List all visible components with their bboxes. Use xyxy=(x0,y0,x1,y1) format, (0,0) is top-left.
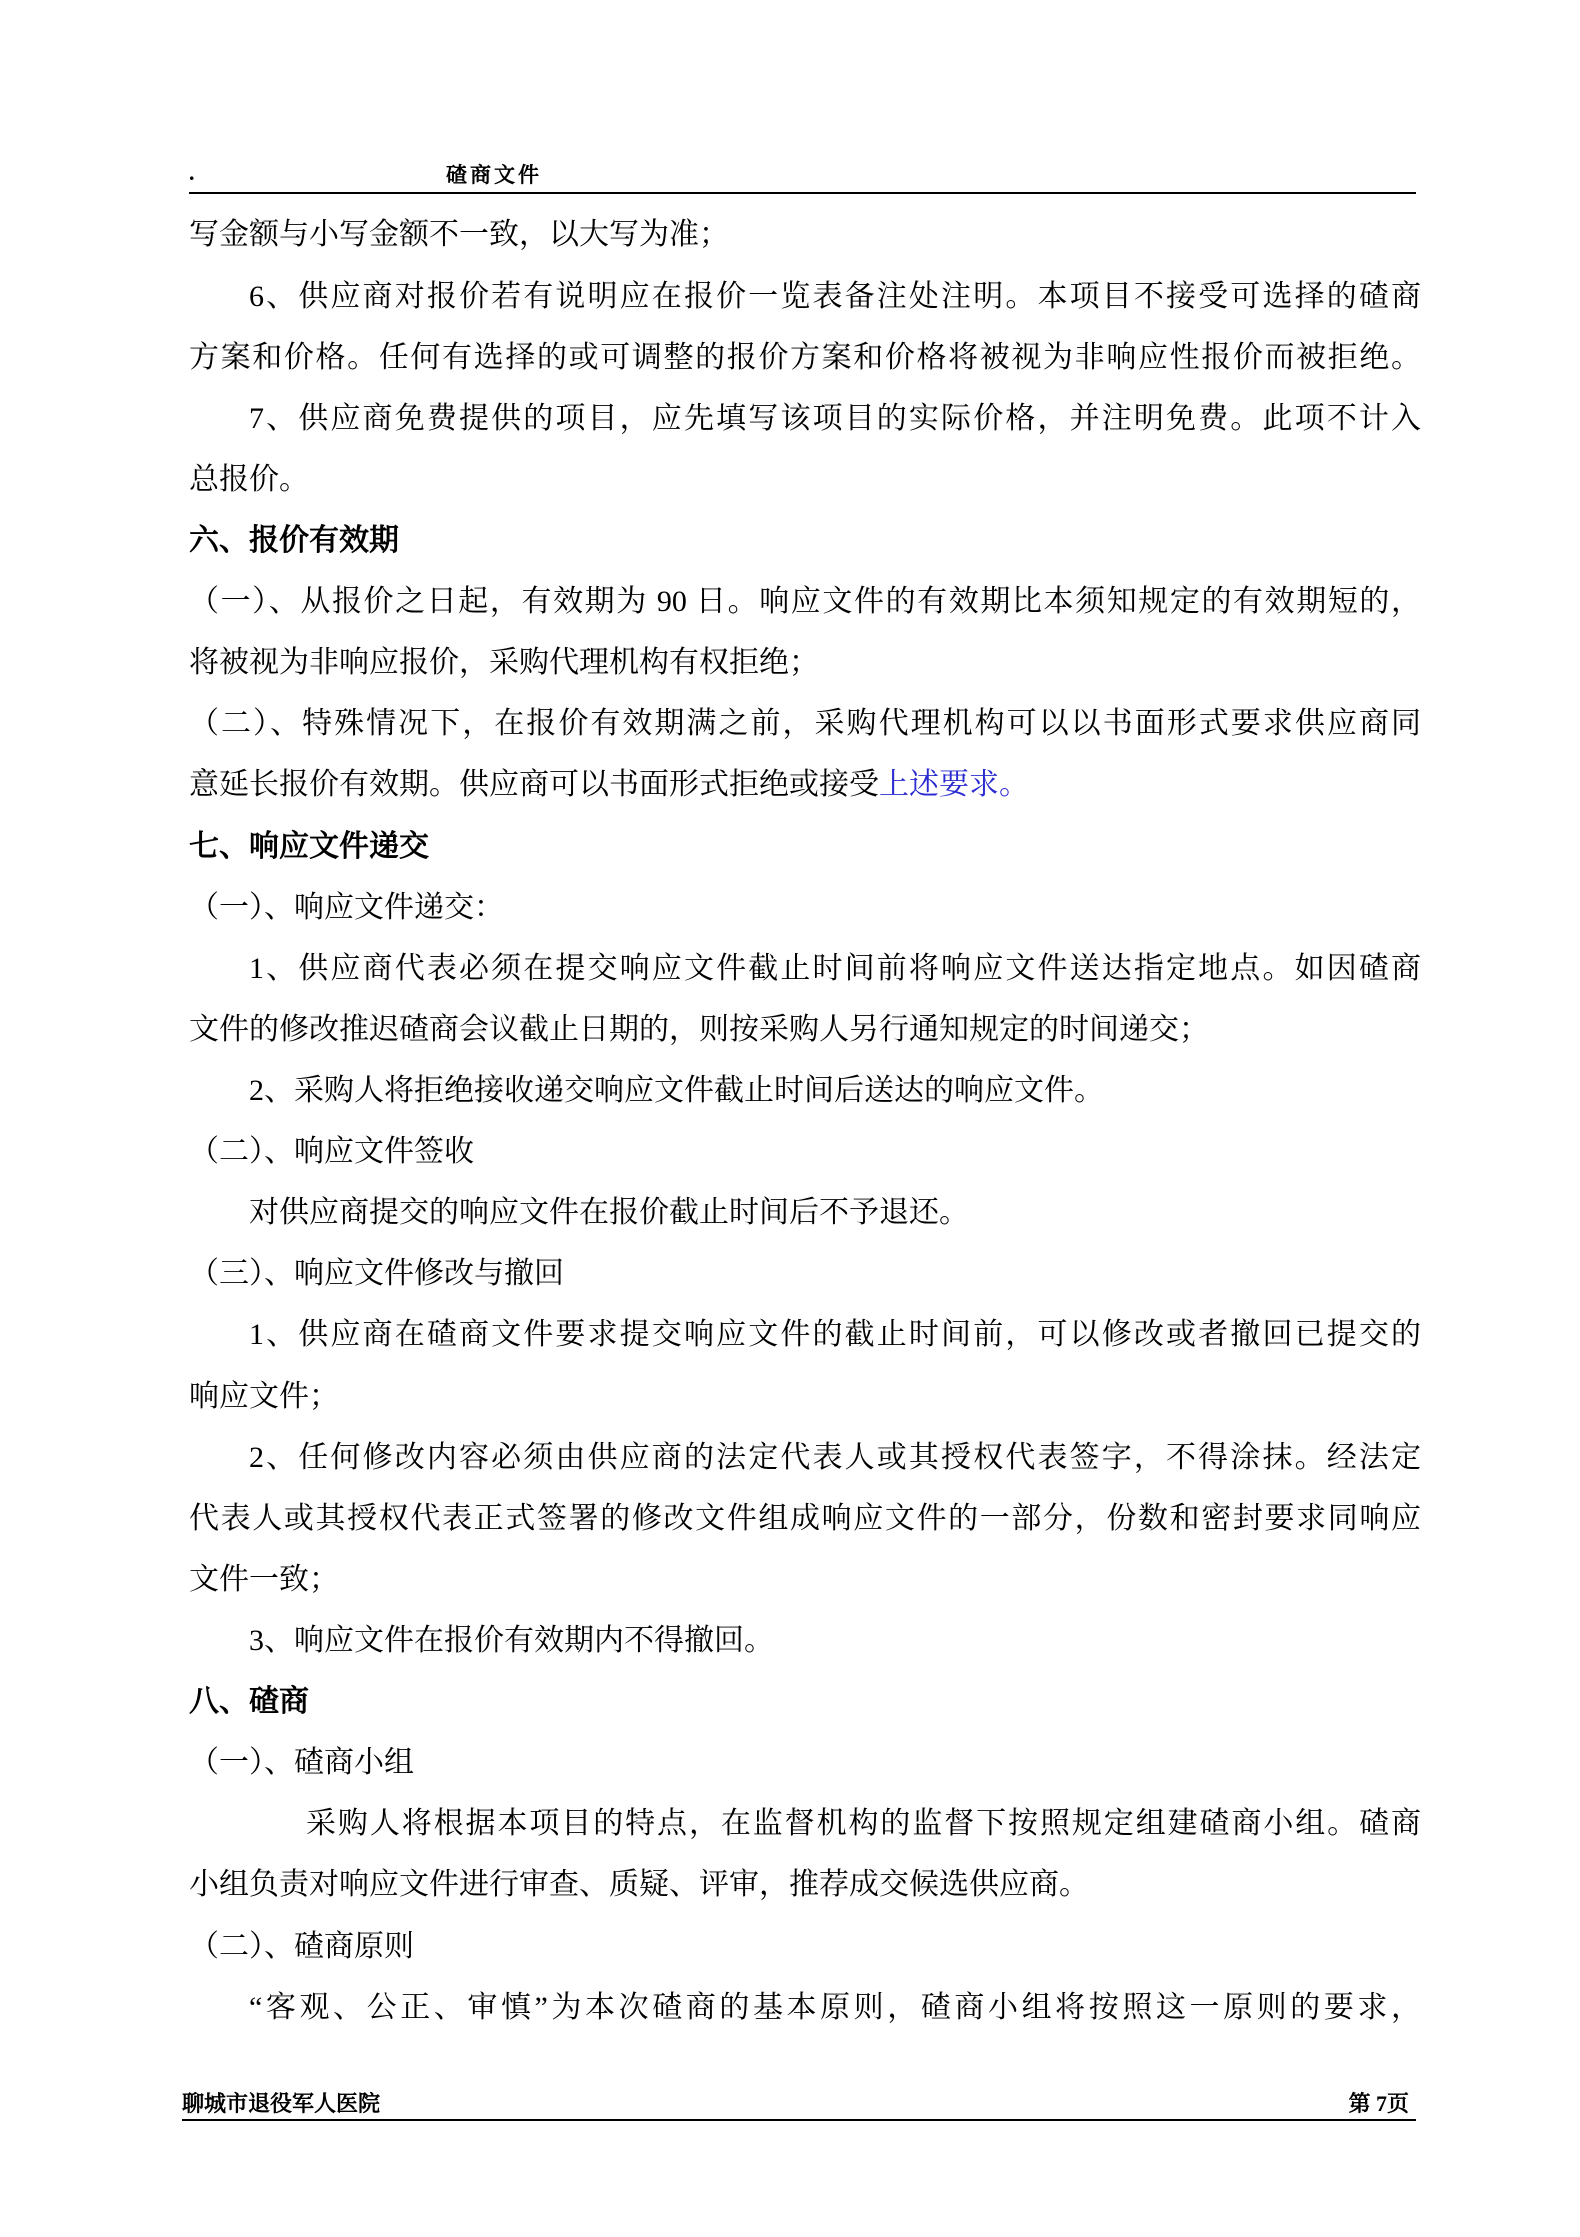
highlighted-text: 上述要求。 xyxy=(879,768,1029,802)
text-line: 2、任何修改内容必须由供应商的法定代表人或其授权代表签字，不得涂抹。经法定 xyxy=(249,1440,1421,1474)
paragraph xyxy=(189,571,1421,693)
text-line: 对供应商提交的响应文件在报价截止时间后不予退还。 xyxy=(249,1196,969,1230)
paragraph xyxy=(189,1060,1421,1121)
paragraph xyxy=(189,1793,1421,1915)
text-line: 2、采购人将拒绝接收递交响应文件截止时间后送达的响应文件。 xyxy=(249,1073,1104,1107)
header-rule xyxy=(189,192,1416,194)
subsection-heading: （一）、响应文件递交： xyxy=(189,890,504,924)
header-marker: . xyxy=(189,160,195,185)
footer-organization: 聊城市退役军人医院 xyxy=(182,2091,381,2116)
text-line: 1、供应商代表必须在提交响应文件截止时间前将响应文件送达指定地点。如因碴商 xyxy=(249,951,1421,985)
text-line: （一）、从报价之日起，有效期为 90 日。响应文件的有效期比本须知规定的有效期短的， xyxy=(189,585,1421,619)
text-line xyxy=(189,754,1421,815)
paragraph xyxy=(189,204,1421,265)
text-line: 总报价。 xyxy=(189,462,309,496)
section-heading: 七、响应文件递交 xyxy=(189,829,429,863)
text-line: 3、响应文件在报价有效期内不得撤回。 xyxy=(249,1623,774,1657)
text-line: 7、供应商免费提供的项目，应先填写该项目的实际价格，并注明免费。此项不计入 xyxy=(249,401,1421,435)
section-heading: 八、碴商 xyxy=(189,1685,309,1719)
text-line: 方案和价格。任何有选择的或可调整的报价方案和价格将被视为非响应性报价而被拒绝。 xyxy=(189,340,1421,374)
paragraph xyxy=(189,1304,1421,1426)
footer-rule xyxy=(182,2119,1416,2121)
text-line: 文件一致； xyxy=(189,1562,339,1596)
subsection-heading: （二）、碴商原则 xyxy=(189,1929,414,1963)
subsection-heading: （三）、响应文件修改与撤回 xyxy=(189,1257,564,1291)
text-line: 响应文件； xyxy=(189,1379,339,1413)
text-line: “客观、公正、审慎”为本次碴商的基本原则，碴商小组将按照这一原则的要求， xyxy=(249,1990,1421,2024)
paragraph xyxy=(189,1977,1421,2038)
paragraph xyxy=(189,1182,1421,1243)
page-number: 第 7页 xyxy=(1348,2091,1409,2116)
text-line: 1、供应商在碴商文件要求提交响应文件的截止时间前，可以修改或者撤回已提交的 xyxy=(249,1318,1421,1352)
text-line: 代表人或其授权代表正式签署的修改文件组成响应文件的一部分，份数和密封要求同响应 xyxy=(189,1501,1421,1535)
text-line: 将被视为非响应报价，采购代理机构有权拒绝； xyxy=(189,646,819,680)
subsection-heading: （一）、碴商小组 xyxy=(189,1746,414,1780)
text-line: 写金额与小写金额不一致，以大写为准； xyxy=(189,218,729,252)
text-line: 小组负责对响应文件进行审查、质疑、评审，推荐成交候选供应商。 xyxy=(189,1868,1089,1902)
text-line: 采购人将根据本项目的特点，在监督机构的监督下按照规定组建碴商小组。碴商 xyxy=(306,1807,1421,1841)
paragraph xyxy=(189,266,1421,388)
header-title: 碴商文件 xyxy=(446,163,542,187)
paragraph xyxy=(189,693,1421,815)
paragraph xyxy=(189,938,1421,1060)
section-heading: 六、报价有效期 xyxy=(189,523,399,557)
subsection-heading: （二）、响应文件签收 xyxy=(189,1135,474,1169)
text-line: （二）、特殊情况下，在报价有效期满之前，采购代理机构可以以书面形式要求供应商同 xyxy=(189,707,1421,741)
paragraph xyxy=(189,1427,1421,1610)
paragraph xyxy=(189,388,1421,510)
text-span: 意延长报价有效期。供应商可以书面形式拒绝或接受 xyxy=(189,768,879,802)
document-body xyxy=(189,204,1421,2037)
paragraph xyxy=(189,1610,1421,1671)
text-line: 6、供应商对报价若有说明应在报价一览表备注处注明。本项目不接受可选择的碴商 xyxy=(249,279,1421,313)
text-line: 文件的修改推迟碴商会议截止日期的，则按采购人另行通知规定的时间递交； xyxy=(189,1012,1209,1046)
